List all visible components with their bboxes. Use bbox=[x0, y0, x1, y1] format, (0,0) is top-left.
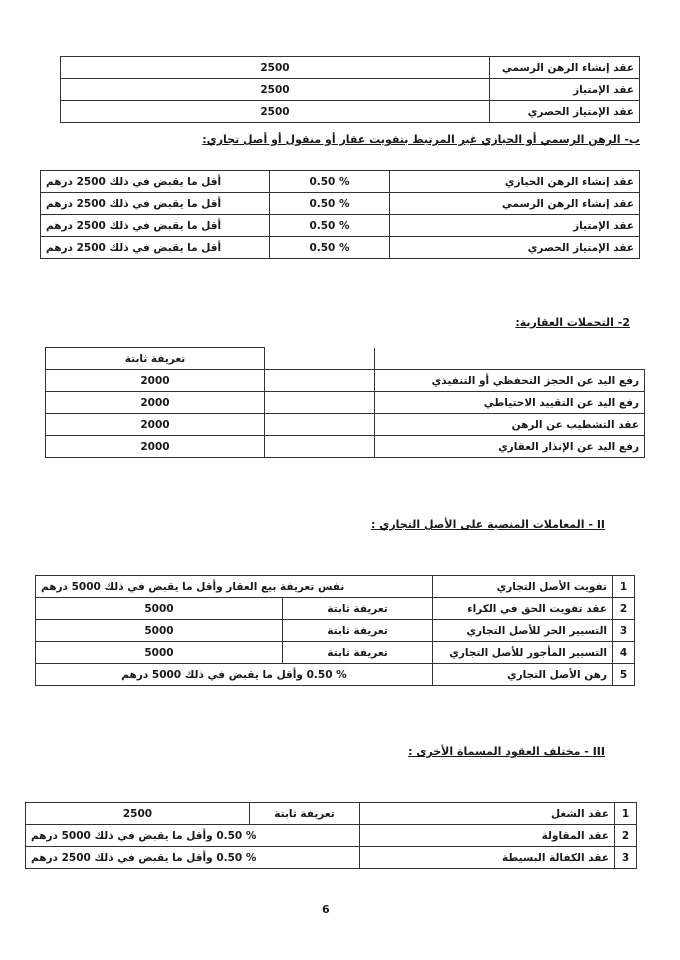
row-label: عقد الإمتياز الحصري bbox=[490, 101, 640, 123]
row-rate: % 0.50 bbox=[270, 193, 390, 215]
table-a bbox=[60, 56, 640, 123]
table-row bbox=[46, 414, 645, 436]
row-label: عقد الإمتياز bbox=[390, 215, 640, 237]
row-min: أقل ما يقبض في ذلك 2500 درهم bbox=[41, 237, 270, 259]
table-row bbox=[41, 237, 640, 259]
row-label: عقد تفويت الحق في الكراء bbox=[433, 598, 613, 620]
empty-cell bbox=[375, 348, 645, 370]
row-label: رفع اليد عن التقييد الاحتياطي bbox=[375, 392, 645, 414]
table-row bbox=[46, 392, 645, 414]
table-row bbox=[41, 193, 640, 215]
table-header-row bbox=[46, 348, 645, 370]
section-III-heading: III - مختلف العقود المسماة الأخرى : bbox=[408, 745, 605, 758]
row-label: التسيير المأجور للأصل التجاري bbox=[433, 642, 613, 664]
row-value: 2000 bbox=[46, 370, 265, 392]
row-min: أقل ما يقبض في ذلك 2500 درهم bbox=[41, 193, 270, 215]
section-II-heading: II - المعاملات المنصبة على الأصل التجاري : bbox=[371, 518, 605, 531]
table-row bbox=[36, 642, 635, 664]
row-min: أقل ما يقبض في ذلك 2500 درهم bbox=[41, 171, 270, 193]
empty-cell bbox=[265, 370, 375, 392]
table-III bbox=[25, 802, 637, 869]
empty-cell bbox=[265, 436, 375, 458]
row-rate: % 0.50 bbox=[270, 171, 390, 193]
row-rate: % 0.50 bbox=[270, 237, 390, 259]
row-rate: % 0.50 bbox=[270, 215, 390, 237]
row-label: رهن الأصل التجاري bbox=[433, 664, 613, 686]
row-min: أقل ما يقبض في ذلك 2500 درهم bbox=[41, 215, 270, 237]
row-label: عقد إنشاء الرهن الرسمي bbox=[490, 57, 640, 79]
table-row bbox=[46, 436, 645, 458]
table-row bbox=[36, 598, 635, 620]
row-number: 2 bbox=[615, 825, 637, 847]
table-b bbox=[40, 170, 640, 259]
row-value: 2500 bbox=[61, 57, 490, 79]
row-value: 5000 bbox=[36, 598, 283, 620]
row-value: 2000 bbox=[46, 436, 265, 458]
row-label: عقد المقاولة bbox=[360, 825, 615, 847]
empty-cell bbox=[265, 348, 375, 370]
table-row bbox=[46, 370, 645, 392]
row-value: 5000 bbox=[36, 620, 283, 642]
row-label: تفويت الأصل التجاري bbox=[433, 576, 613, 598]
row-type: تعريفة ثابتة bbox=[283, 598, 433, 620]
fixed-rate-header: تعريفة ثابتة bbox=[46, 348, 265, 370]
row-label: عقد الشغل bbox=[360, 803, 615, 825]
table-row bbox=[61, 57, 640, 79]
table-row bbox=[61, 101, 640, 123]
row-label: رفع اليد عن الحجز التحفظي أو التنفيذي bbox=[375, 370, 645, 392]
row-merged: % 0.50 وأقل ما يقبض في ذلك 5000 درهم bbox=[36, 664, 433, 686]
page-number: 6 bbox=[322, 903, 330, 916]
row-value: 2500 bbox=[26, 803, 250, 825]
row-number: 4 bbox=[613, 642, 635, 664]
row-number: 3 bbox=[613, 620, 635, 642]
row-merged: نفس تعريفة بيع العقار وأقل ما يقبض في ذلك 5000 درهم bbox=[36, 576, 433, 598]
row-value: 2000 bbox=[46, 414, 265, 436]
table-2 bbox=[45, 347, 645, 458]
table-II bbox=[35, 575, 635, 686]
row-number: 3 bbox=[615, 847, 637, 869]
empty-cell bbox=[265, 414, 375, 436]
row-value: 5000 bbox=[36, 642, 283, 664]
table-row bbox=[36, 620, 635, 642]
row-label: عقد إنشاء الرهن الحيازي bbox=[390, 171, 640, 193]
row-merged: % 0.50 وأقل ما يقبض في ذلك 2500 درهم bbox=[26, 847, 360, 869]
table-row bbox=[26, 825, 637, 847]
section-2-heading: 2- التحملات العقارية: bbox=[515, 316, 630, 329]
table-row bbox=[36, 576, 635, 598]
row-value: 2500 bbox=[61, 79, 490, 101]
row-label: رفع اليد عن الإنذار العقاري bbox=[375, 436, 645, 458]
row-number: 1 bbox=[615, 803, 637, 825]
section-b-heading: ب- الرهن الرسمي أو الحيازي غير المرتبط بتفويت عقار أو منقول أو أصل تجاري: bbox=[202, 133, 640, 146]
row-number: 1 bbox=[613, 576, 635, 598]
row-label: التسيير الحر للأصل التجاري bbox=[433, 620, 613, 642]
table-row bbox=[26, 803, 637, 825]
row-type: تعريفة ثابتة bbox=[283, 620, 433, 642]
row-value: 2000 bbox=[46, 392, 265, 414]
empty-cell bbox=[265, 392, 375, 414]
row-number: 2 bbox=[613, 598, 635, 620]
row-number: 5 bbox=[613, 664, 635, 686]
row-merged: % 0.50 وأقل ما يقبض في ذلك 5000 درهم bbox=[26, 825, 360, 847]
table-row bbox=[41, 171, 640, 193]
table-row bbox=[26, 847, 637, 869]
row-label: عقد إنشاء الرهن الرسمي bbox=[390, 193, 640, 215]
row-label: عقد التشطيب عن الرهن bbox=[375, 414, 645, 436]
row-label: عقد الإمتياز bbox=[490, 79, 640, 101]
row-type: تعريفة ثابتة bbox=[283, 642, 433, 664]
row-label: عقد الإمتياز الحصري bbox=[390, 237, 640, 259]
table-row bbox=[41, 215, 640, 237]
row-type: تعريفة ثابتة bbox=[250, 803, 360, 825]
row-value: 2500 bbox=[61, 101, 490, 123]
row-label: عقد الكفالة البسيطة bbox=[360, 847, 615, 869]
table-row bbox=[36, 664, 635, 686]
table-row bbox=[61, 79, 640, 101]
